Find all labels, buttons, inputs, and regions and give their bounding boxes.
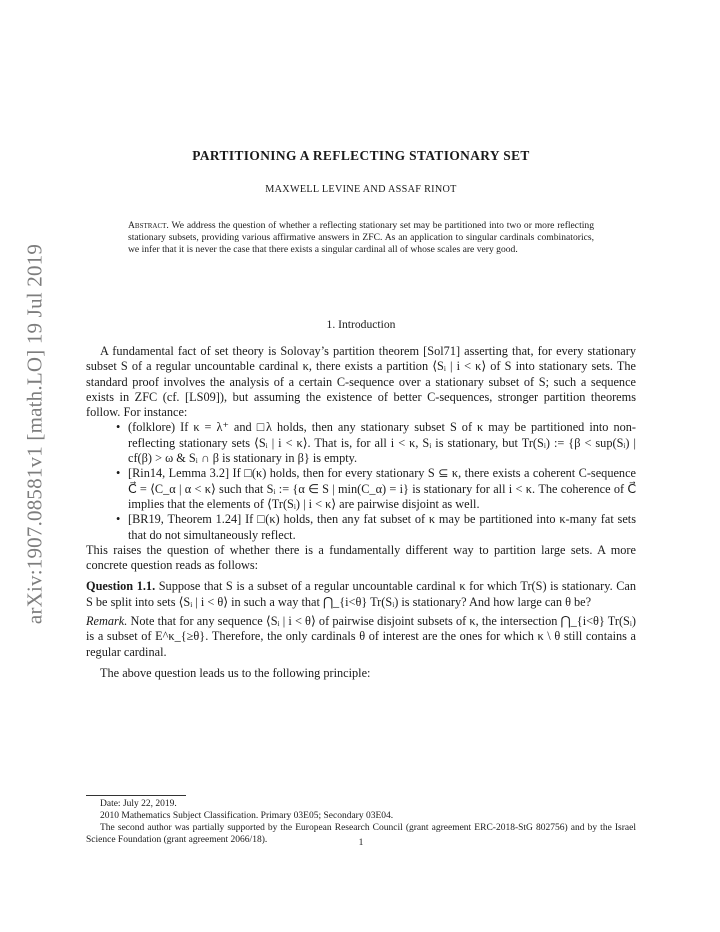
bullet-item: • [Rin14, Lemma 3.2] If □(κ) holds, then for every stationary S ⊆ κ, there exists a coherent C-sequence C⃗ = ⟨C_α | α < κ⟩ such that Sᵢ := {α ∈ S | min(C_α) = i} is stationary for all i < κ. The coherence of C⃗ implies that the elements of ⟨Tr(Sᵢ) | i < κ⟩ are pairwise disjoint as well. xyxy=(128,466,636,512)
paper-title: PARTITIONING A REFLECTING STATIONARY SET xyxy=(192,148,530,163)
question-label: Question 1.1. xyxy=(86,579,156,594)
section-heading: 1. Introduction xyxy=(326,318,396,331)
remark-label: Remark. xyxy=(86,614,128,629)
footnote-rule xyxy=(86,795,186,796)
paper-body xyxy=(86,344,636,681)
final-line: The above question leads us to the following principle: xyxy=(100,665,371,680)
abstract xyxy=(128,220,594,257)
question xyxy=(86,579,636,610)
intro-paragraph: A fundamental fact of set theory is Solovay’s partition theorem [Sol71] asserting that, for every stationary subset S of a regular uncountable cardinal κ, there exists a partition ⟨Sᵢ | i < κ⟩ of S into stationary sets. The standard proof involves the analysis of a certain C-sequence over a stationary subset of S; such a sequence exists in ZFC (cf. [LS09]), but assuming the existence of better C-sequences, stronger partition theorems follow. For instance: xyxy=(86,344,636,420)
remark xyxy=(86,614,636,660)
footnote-msc: 2010 Mathematics Subject Classification. Primary 03E05; Secondary 03E04. xyxy=(100,811,394,821)
bullet-item: • [BR19, Theorem 1.24] If □(κ) holds, then any fat subset of κ may be partitioned into κ-many fat sets that do not simultaneously reflect. xyxy=(128,512,636,543)
question-text: Suppose that S is a subset of a regular uncountable cardinal κ for which Tr(S) is stationary. Can S be split into sets ⟨Sᵢ | i < θ⟩ in such a way that ⋂_{i<θ} Tr(Sᵢ) is stationary? And how large can θ be? xyxy=(86,579,637,609)
remark-text: Note that for any sequence ⟨Sᵢ | i < θ⟩ of pairwise disjoint subsets of κ, the intersection ⋂_{i<θ} Tr(Sᵢ) is a subset of E^κ_{≥θ}. Therefore, the only cardinals θ of interest are the ones for which κ \ θ still contains a regular cardinal. xyxy=(86,614,637,659)
abstract-text: We address the question of whether a reflecting stationary set may be partitioned into two or more reflecting stationary subsets, providing various affirmative answers in ZFC. As an application to singular cardinals combinatorics, we infer that it is never the case that there exists a singular cardinal all of whose scales are very good. xyxy=(128,220,594,256)
paper-authors: MAXWELL LEVINE AND ASSAF RINOT xyxy=(265,184,457,195)
footnote-date: Date: July 22, 2019. xyxy=(100,799,177,809)
footnote-support: The second author was partially supported by the European Research Council (grant agreement ERC-2018-StG 802756) and by the Israel Science Foundation (grant agreement 2066/18). xyxy=(86,823,636,845)
abstract-label: Abstract. xyxy=(128,220,169,231)
after-bullets-paragraph: This raises the question of whether there is a fundamentally different way to partition large sets. A more concrete question reads as follows: xyxy=(86,542,636,573)
bullet-list xyxy=(86,420,636,542)
arxiv-identifier: arXiv:1907.08581v1 [math.LO] 19 Jul 2019 xyxy=(22,243,47,625)
page-number: 1 xyxy=(358,838,364,848)
bullet-item: • (folklore) If κ = λ⁺ and □λ holds, then any stationary subset S of κ may be partitioned into non-reflecting stationary sets ⟨Sᵢ | i < κ⟩. That is, for all i < κ, Sᵢ is stationary, but Tr(Sᵢ) := {β < sup(Sᵢ) | cf(β) > ω & Sᵢ ∩ β is stationary in β} is empty. xyxy=(128,420,636,466)
arxiv-sidebar xyxy=(22,218,48,650)
